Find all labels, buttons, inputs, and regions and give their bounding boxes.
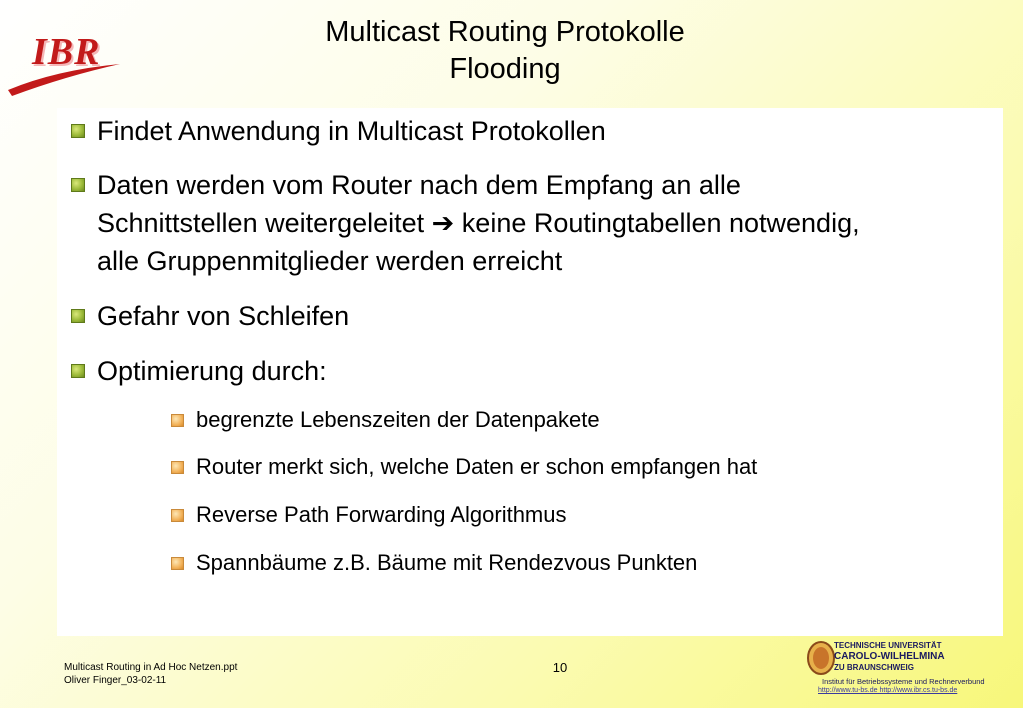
orange-square-bullet-icon xyxy=(171,557,184,570)
orange-square-bullet-icon xyxy=(171,509,184,522)
sub-bullet-item xyxy=(171,405,971,435)
green-square-bullet-icon xyxy=(71,364,85,378)
bullet-item xyxy=(71,297,971,335)
bullet-item xyxy=(71,352,971,390)
orange-square-bullet-icon xyxy=(171,461,184,474)
footer-filename: Multicast Routing in Ad Hoc Netzen.ppt xyxy=(64,662,238,673)
sub-bullet-item xyxy=(171,452,971,482)
sub-bullet-text: begrenzte Lebenszeiten der Datenpakete xyxy=(196,407,600,432)
university-seal-icon xyxy=(806,640,836,676)
sub-bullet-text: Reverse Path Forwarding Algorithmus xyxy=(196,502,567,527)
footer-links xyxy=(818,687,957,694)
univ-line-1: TECHNISCHE UNIVERSITÄT xyxy=(834,641,942,650)
link-tu-bs[interactable]: http://www.tu-bs.de xyxy=(818,687,878,694)
bullet-item xyxy=(71,112,971,150)
bullet-text: Gefahr von Schleifen xyxy=(97,301,350,331)
logo-text: IBR xyxy=(32,31,101,73)
bullet-text: Daten werden vom Router nach dem Empfang an alle Schnittstellen weitergeleitet ➔ keine Routingtabellen notwendig, alle Gruppenmitglieder werden erreicht xyxy=(97,170,860,276)
sub-bullet-text: Spannbäume z.B. Bäume mit Rendezvous Punkten xyxy=(196,550,698,575)
footer-info xyxy=(64,661,237,687)
green-square-bullet-icon xyxy=(71,309,85,323)
orange-square-bullet-icon xyxy=(171,414,184,427)
sub-bullet-text: Router merkt sich, welche Daten er schon empfangen hat xyxy=(196,454,758,479)
green-square-bullet-icon xyxy=(71,124,85,138)
title-line-2: Flooding xyxy=(449,53,561,85)
footer-author: Oliver Finger_03-02-11 xyxy=(64,675,167,686)
bullet-text: Findet Anwendung in Multicast Protokollen xyxy=(97,116,606,146)
bullet-item xyxy=(71,166,901,280)
univ-line-3: ZU BRAUNSCHWEIG xyxy=(834,663,914,672)
university-name xyxy=(834,641,945,673)
content-panel xyxy=(57,108,1003,636)
sub-bullet-item xyxy=(171,500,971,530)
univ-line-2: CAROLO-WILHELMINA xyxy=(834,651,945,662)
institute-name: Institut für Betriebssysteme und Rechnerverbund xyxy=(822,677,985,686)
sub-bullet-item xyxy=(171,548,971,578)
page-number: 10 xyxy=(552,660,568,675)
bullet-text: Optimierung durch: xyxy=(97,356,327,386)
title-line-1: Multicast Routing Protokolle xyxy=(325,16,685,48)
link-ibr[interactable]: http://www.ibr.cs.tu-bs.de xyxy=(879,687,958,694)
green-square-bullet-icon xyxy=(71,178,85,192)
slide-title xyxy=(180,14,830,88)
